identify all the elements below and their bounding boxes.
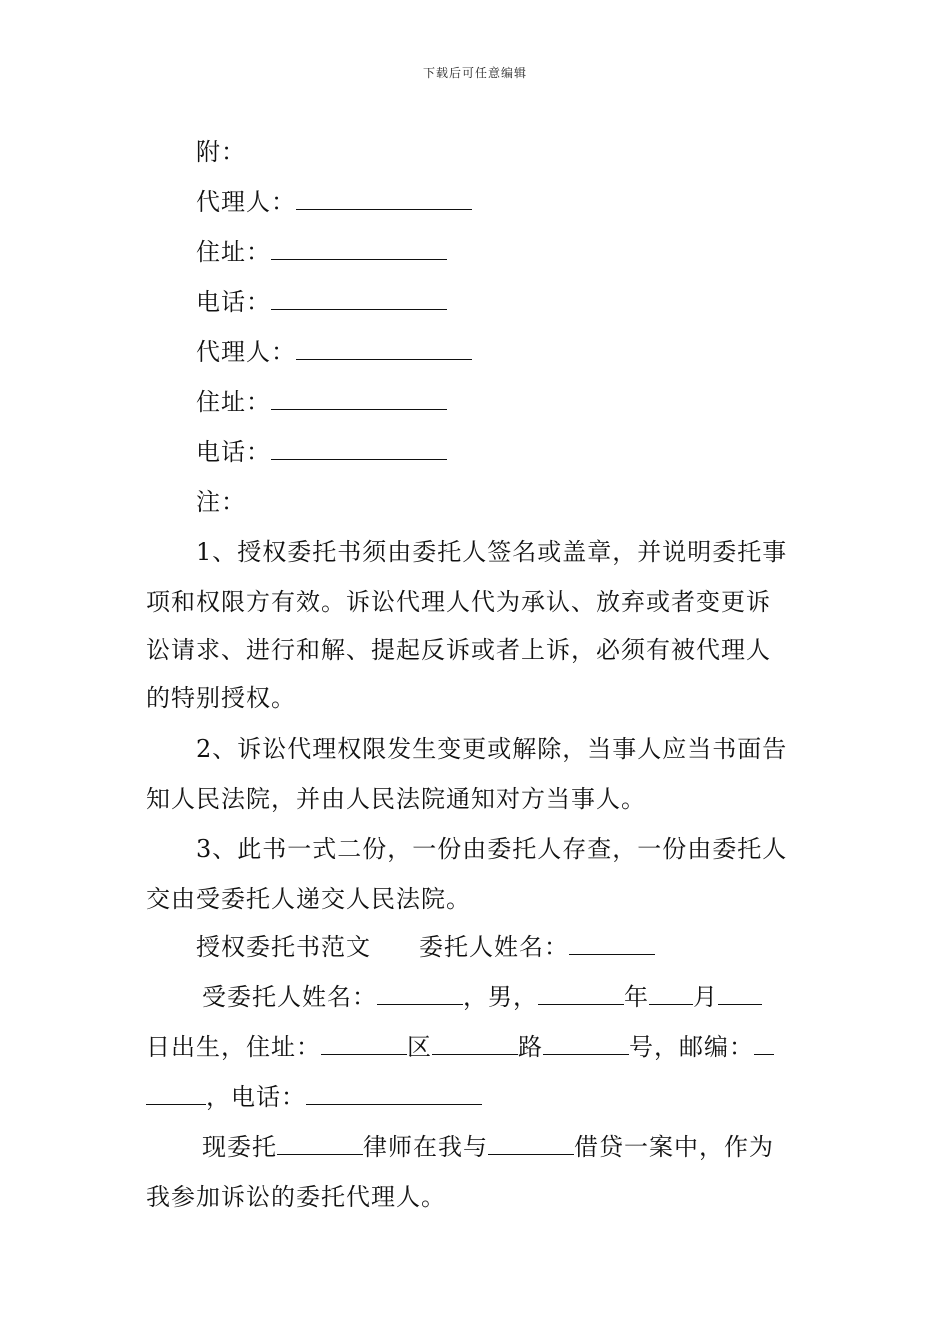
year-text: 年 [624, 983, 649, 1011]
phone2-blank [271, 439, 447, 460]
phone-label: ，电话： [206, 1083, 306, 1111]
agent1-blank [296, 189, 472, 210]
phone1-label: 电话： [196, 288, 271, 316]
note3-line1: 3、此书一式二份，一份由委托人存查，一份由委托人 [196, 835, 788, 863]
party-blank [488, 1134, 574, 1155]
sample-title-line [196, 932, 655, 962]
address1-blank [271, 239, 447, 260]
page-header: 下载后可任意编辑 [422, 66, 527, 80]
entrust-a: 现委托 [202, 1133, 277, 1161]
district-text: 区 [407, 1033, 432, 1061]
address2-label: 住址： [196, 388, 271, 416]
phone1-blank [271, 289, 447, 310]
born-text: 日出生，住址： [146, 1033, 321, 1061]
birth-address-line [146, 1032, 774, 1062]
note2-line1: 2、诉讼代理权限发生变更或解除，当事人应当书面告 [196, 735, 788, 763]
note1-line3: 讼请求、进行和解、提起反诉或者上诉，必须有被代理人 [146, 636, 771, 664]
note1-line2: 项和权限方有效。诉讼代理人代为承认、放弃或者变更诉 [146, 588, 771, 616]
attach-label: 附： [196, 138, 246, 166]
postcode-blank-start [754, 1034, 774, 1055]
note2-line2: 知人民法院，并由人民法院通知对方当事人。 [146, 785, 646, 813]
sample-title: 授权委托书范文 [196, 933, 371, 961]
lawyer-blank [277, 1134, 363, 1155]
agent-name-blank [377, 984, 463, 1005]
road-text: 路 [518, 1033, 543, 1061]
month-text: 月 [693, 983, 718, 1011]
entrust-line2: 我参加诉讼的委托代理人。 [146, 1183, 446, 1211]
agent1-label: 代理人： [196, 188, 296, 216]
principal-blank [569, 934, 655, 955]
phone2-label: 电话： [196, 438, 271, 466]
entrust-line1 [202, 1132, 774, 1162]
agent2-label: 代理人： [196, 338, 296, 366]
entrust-c: 借贷一案中，作为 [574, 1133, 774, 1161]
district-blank [432, 1034, 518, 1055]
address2-line [196, 387, 447, 417]
address-blank [321, 1034, 407, 1055]
agent2-line [196, 337, 472, 367]
phone-line [146, 1082, 482, 1112]
postcode-blank-end [146, 1084, 206, 1105]
entrust-b: 律师在我与 [363, 1133, 488, 1161]
road-blank [543, 1034, 629, 1055]
phone-blank [306, 1084, 482, 1105]
note1-line4: 的特别授权。 [146, 684, 296, 712]
agent1-line [196, 187, 472, 217]
year-blank [538, 984, 624, 1005]
note1-line1: 1、授权委托书须由委托人签名或盖章，并说明委托事 [196, 538, 788, 566]
number-postcode-text: 号，邮编： [629, 1033, 754, 1061]
day-blank [718, 984, 762, 1005]
phone2-line [196, 437, 447, 467]
agent2-blank [296, 339, 472, 360]
note3-line2: 交由受委托人递交人民法院。 [146, 885, 471, 913]
phone1-line [196, 287, 447, 317]
address1-line [196, 237, 447, 267]
month-blank [649, 984, 693, 1005]
agent-name-label: 受委托人姓名： [202, 983, 377, 1011]
principal-label: 委托人姓名： [419, 933, 569, 961]
agent-info-line [202, 982, 762, 1012]
address2-blank [271, 389, 447, 410]
address1-label: 住址： [196, 238, 271, 266]
gender-text: ，男， [463, 983, 538, 1011]
note-label: 注： [196, 488, 246, 516]
